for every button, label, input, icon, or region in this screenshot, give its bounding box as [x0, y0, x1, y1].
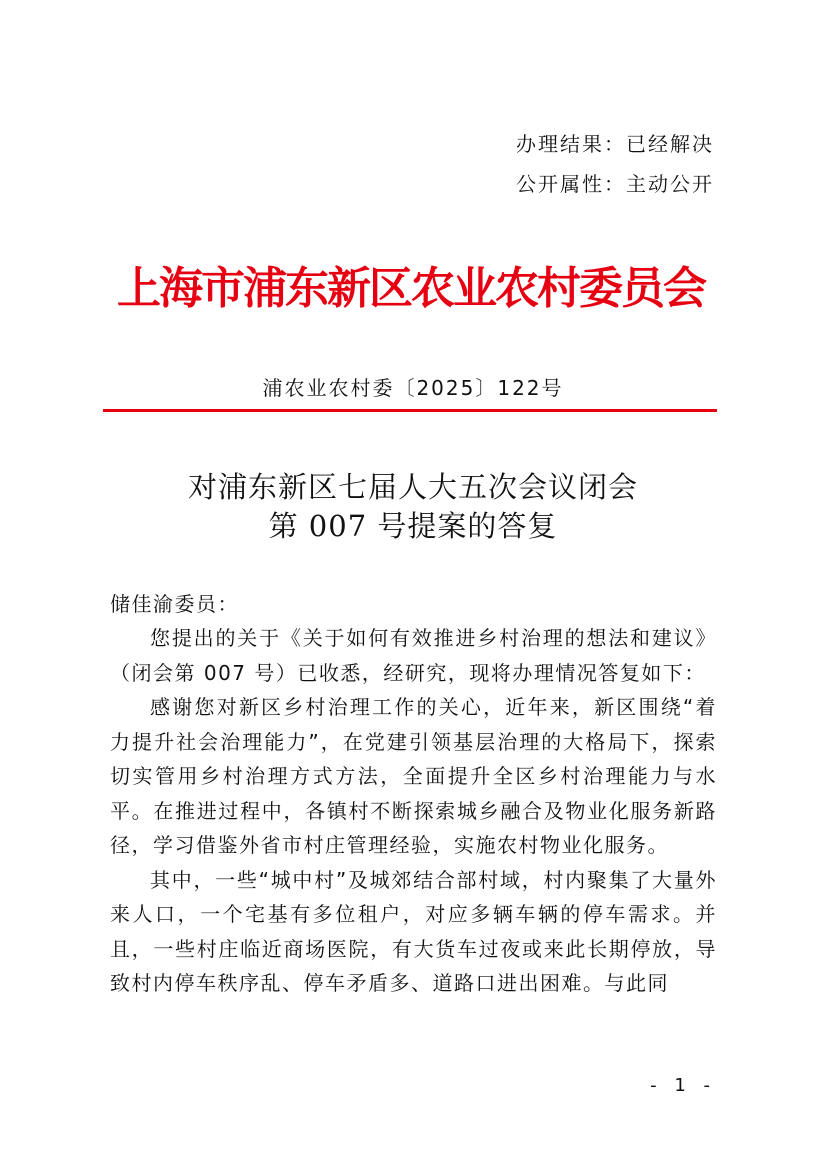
body-paragraph: 您提出的关于《关于如何有效推进乡村治理的想法和建议》（闭会第 007 号）已收悉，经研究，现将办理情况答复如下： [110, 626, 717, 685]
agency-letterhead: 上海市浦东新区农业农村委员会 [117, 263, 705, 314]
disclosure-attribute: 公开属性：主动公开 [516, 172, 714, 196]
document-title-line-2: 第 007 号提案的答复 [268, 509, 558, 543]
salutation: 储佳渝委员： [110, 592, 239, 616]
page-number: - 1 - [650, 1075, 716, 1096]
letter-body [110, 621, 717, 1001]
document-title-line-1: 对浦东新区七届人大五次会议闭会 [187, 470, 638, 504]
red-divider [103, 409, 717, 412]
handling-result: 办理结果：已经解决 [516, 132, 714, 156]
body-paragraph: 其中，一些“城中村”及城郊结合部村域，村内聚集了大量外来人口，一个宅基有多位租户，对应多辆车辆的停车需求。并且，一些村庄临近商场医院，有大货车过夜或来此长期停放，导致村内停车秩序乱、停车矛盾多、道路口进出困难。与此同 [110, 867, 717, 995]
document-number: 浦农业农村委〔2025〕122号 [262, 376, 564, 400]
body-paragraph: 感谢您对新区乡村治理工作的关心，近年来，新区围绕“着力提升社会治理能力”，在党建引领基层治理的大格局下，探索切实管用乡村治理方式方法，全面提升全区乡村治理能力与水平。在推进过程中，各镇村不断探索城乡融合及物业化服务新路径，学习借鉴外省市村庄管理经验，实施农村物业化服务。 [110, 695, 717, 857]
